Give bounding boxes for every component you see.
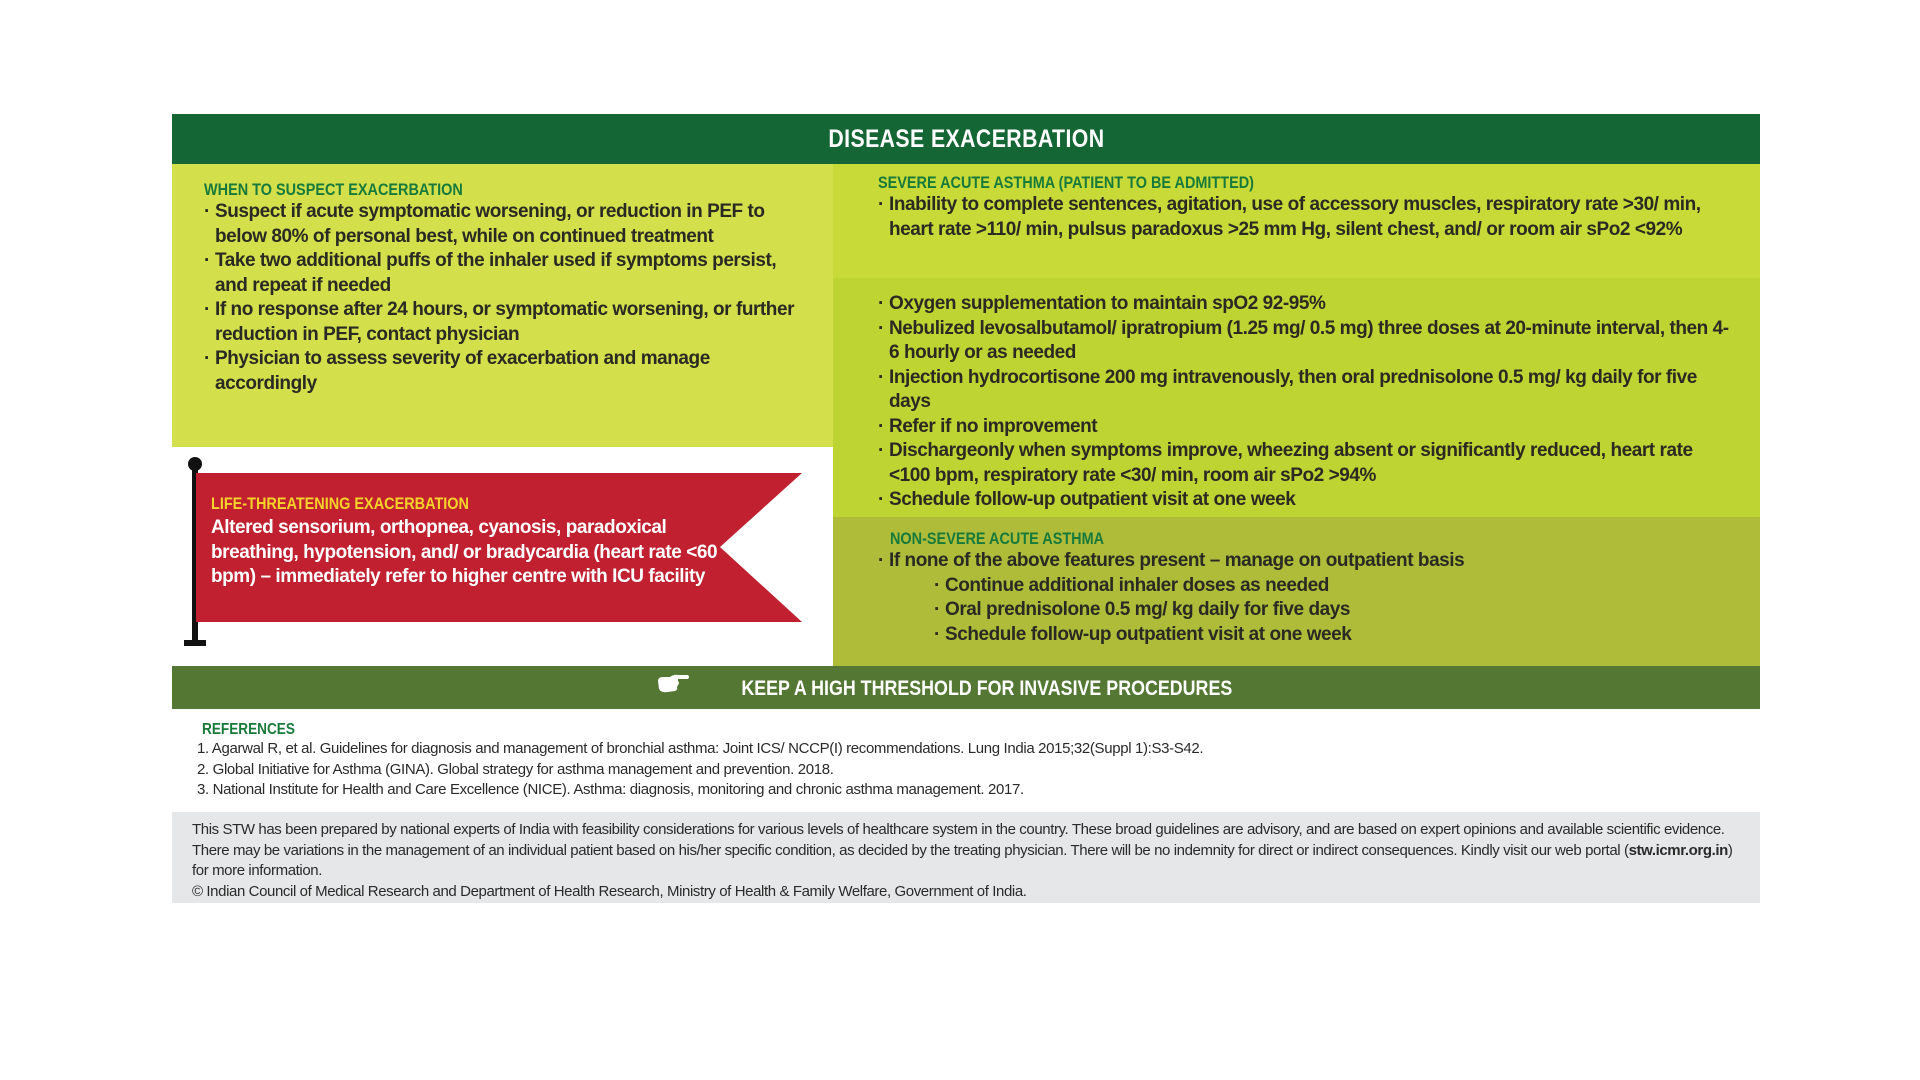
list-item: · Injection hydrocortisone 200 mg intravenously, then oral prednisolone 0.5 mg/ kg daily for five days xyxy=(878,366,1730,415)
references-heading: REFERENCES xyxy=(202,721,295,738)
life-threatening-body: Altered sensorium, orthopnea, cyanosis, paradoxical breathing, hypotension, and/ or bradycardia (heart rate <60 bpm) – immediately refer to higher centre with ICU facility xyxy=(211,517,718,587)
disclaimer-text-end: ) for more information. xyxy=(192,841,1733,879)
severe-asthma-management-panel xyxy=(833,278,1760,517)
life-threatening-flag xyxy=(196,473,802,622)
when-to-suspect-list xyxy=(204,200,813,396)
disclaimer xyxy=(172,812,1760,903)
list-item: · Take two additional puffs of the inhaler used if symptoms persist, and repeat if needed xyxy=(204,249,813,298)
disclaimer-text: This STW has been prepared by national experts of India with feasibility considerations for various levels of healthcare system in the country. These broad guidelines are advisory, and are based on expert opinions and available scientific evidence. There may be variations in the management of an individual patient based on his/her specific condition, as decided by the treating physician. There will be no indemnity for direct or indirect consequences. Kindly visit our web portal ( xyxy=(192,821,1725,859)
title-text: DISEASE EXACERBATION xyxy=(827,125,1105,153)
list-item: · Continue additional inhaler doses as needed xyxy=(934,574,1730,599)
list-item: · Schedule follow-up outpatient visit at one week xyxy=(934,623,1730,648)
pointing-hand-icon xyxy=(656,667,690,710)
when-to-suspect-panel xyxy=(172,164,833,447)
list-item: · Physician to assess severity of exacerbation and manage accordingly xyxy=(204,347,813,396)
list-item: · Schedule follow-up outpatient visit at one week xyxy=(878,488,1730,513)
list-item: · If no response after 24 hours, or symptomatic worsening, or further reduction in PEF, contact physician xyxy=(204,298,813,347)
discharge-label: Discharge xyxy=(889,440,977,461)
reference-item: 3. National Institute for Health and Care Excellence (NICE). Asthma: diagnosis, monitoring and chronic asthma management. 2017. xyxy=(197,781,1024,798)
discharge-item xyxy=(878,439,1730,488)
flag-pole-base xyxy=(184,640,206,646)
references-section xyxy=(172,709,1760,812)
reference-item: 2. Global Initiative for Asthma (GINA). Global strategy for asthma management and prevention. 2018. xyxy=(197,760,834,778)
life-threatening-heading: LIFE-THREATENING EXACERBATION xyxy=(211,494,469,513)
list-item: · Oral prednisolone 0.5 mg/ kg daily for five days xyxy=(934,598,1730,623)
threshold-banner xyxy=(172,666,1760,709)
non-severe-heading: NON-SEVERE ACUTE ASTHMA xyxy=(890,529,1105,548)
list-item: · Nebulized levosalbutamol/ ipratropium (1.25 mg/ 0.5 mg) three doses at 20-minute interval, then 4-6 hourly or as needed xyxy=(878,317,1730,366)
list-item: · If none of the above features present – manage on outpatient basis xyxy=(878,549,1730,574)
reference-item: 1. Agarwal R, et al. Guidelines for diagnosis and management of bronchial asthma: Joint ICS/ NCCP(I) recommendations. Lung India 2015;32(Suppl 1):S3-S42. xyxy=(197,740,1204,757)
severe-asthma-heading: SEVERE ACUTE ASTHMA (PATIENT TO BE ADMITTED) xyxy=(878,173,1254,192)
when-to-suspect-heading: WHEN TO SUSPECT EXACERBATION xyxy=(204,180,463,199)
portal-link[interactable]: stw.icmr.org.in xyxy=(1628,841,1728,859)
list-item: · Oxygen supplementation to maintain spO2 92-95% xyxy=(878,292,1730,317)
non-severe-asthma-panel xyxy=(833,517,1760,666)
list-item: · Inability to complete sentences, agitation, use of accessory muscles, respiratory rate >30/ min, heart rate >110/ min, pulsus paradoxus >25 mm Hg, silent chest, and/ or room air sPo2 <92% xyxy=(878,193,1730,242)
threshold-text: KEEP A HIGH THRESHOLD FOR INVASIVE PROCEDURES xyxy=(741,676,1233,700)
severe-asthma-features-panel xyxy=(833,164,1760,278)
disease-exacerbation-card xyxy=(172,114,1760,903)
copyright: © Indian Council of Medical Research and Department of Health Research, Ministry of Health & Family Welfare, Government of India. xyxy=(192,882,1027,900)
discharge-text: only when symptoms improve, wheezing absent or significantly reduced, heart rate <100 bpm, respiratory rate <30/ min, room air sPo2 >94% xyxy=(889,440,1693,486)
list-item: · Suspect if acute symptomatic worsening, or reduction in PEF to below 80% of personal best, while on continued treatment xyxy=(204,200,813,249)
page-title xyxy=(172,114,1760,164)
list-item: · Refer if no improvement xyxy=(878,415,1730,440)
